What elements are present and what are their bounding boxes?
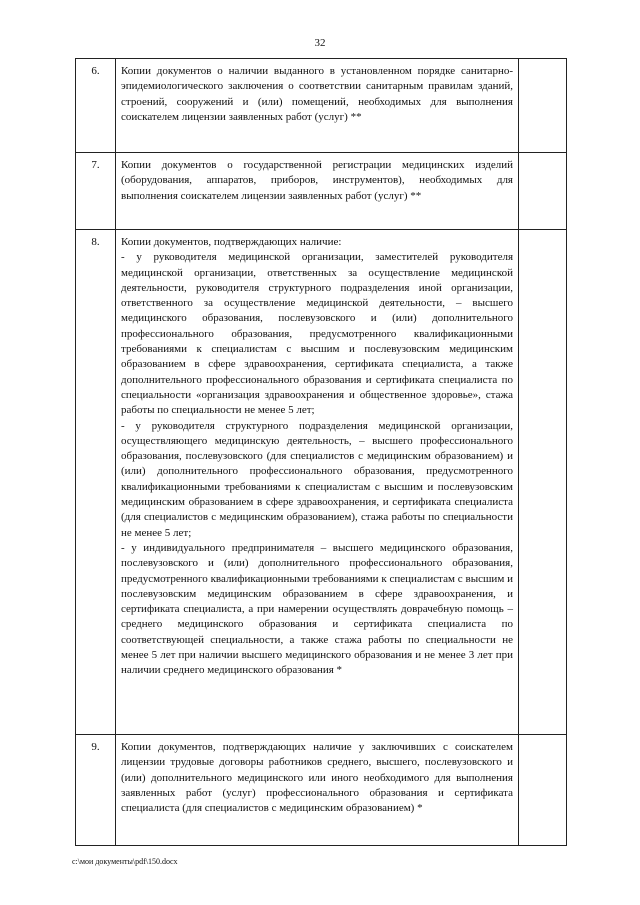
row-paragraph: - у индивидуального предпринимателя – высшего медицинского образования, послевузовского и (или) дополнительного профессионального образования, предусмотренного квалификационными требованиями к специалистам с высшим и послевузовским медицинским образованием в сфере здравоохранения, и сертификата специалиста, а при намерении осуществлять доврачебную помощь – среднего медицинского образования и сертификата специалиста по соответствующей специальности, а также стажа работы по специальности не менее 5 лет при наличии высшего медицинского образования и не менее 3 лет при наличии среднего медицинского образования * xyxy=(121,541,513,677)
page-number: 32 xyxy=(314,37,326,49)
table-row-8 xyxy=(76,230,567,735)
table-row-9 xyxy=(76,735,567,846)
row-paragraph: - у руководителя структурного подразделения медицинской организации, осуществляющего медицинскую деятельность, – высшего профессионального образования, послевузовского (для специалистов с медицинским образованием) и (или) дополнительного профессионального образования, предусмотренного квалификационными требованиями к специалистам с высшим и послевузовским медицинским образованием в сфере здравоохранения, и сертификата специалиста (для специалистов с медицинским образованием), стажа работы по специальности не менее 5 лет; xyxy=(121,419,513,539)
row-number: 6. xyxy=(76,59,116,153)
row-text xyxy=(116,735,519,846)
check-cell xyxy=(519,59,567,153)
row-text xyxy=(116,230,519,735)
check-cell xyxy=(519,735,567,846)
row-paragraph: Копии документов, подтверждающих наличие у заключивших с соискателем лицензии трудовые договоры работников среднего, высшего, послевузовского и (или) дополнительного медицинского или иного необходимого для выполнения заявленных работ (услуг) профессионального образования и сертификата специалиста (для специалистов с медицинским образованием) * xyxy=(121,741,513,815)
table-row-6 xyxy=(76,59,567,153)
check-cell xyxy=(519,153,567,230)
file-path-footer: c:\мои документы\pdf\150.docx xyxy=(72,857,178,866)
row-number: 8. xyxy=(76,230,116,735)
requirements-table xyxy=(75,58,567,846)
row-number: 7. xyxy=(76,153,116,230)
row-text xyxy=(116,59,519,153)
table-row-7 xyxy=(76,153,567,230)
row-paragraph: Копии документов о наличии выданного в установленном порядке санитарно-эпидемиологического заключения о соответствии санитарным правилам зданий, строений, сооружений и (или) помещений, необходимых для выполнения соискателем лицензии заявленных работ (услуг) ** xyxy=(121,65,513,123)
check-cell xyxy=(519,230,567,735)
row-paragraph: - у руководителя медицинской организации, заместителей руководителя медицинской организации, ответственных за осуществление медицинской деятельности, руководителя структурного подразделения иной организации, ответственного за осуществление медицинской деятельности, – высшего медицинского образования, послевузовского и (или) дополнительного профессионального образования, предусмотренного квалификационными требованиями к специалистам с высшим и послевузовским медицинским образованием в сфере здравоохранения, сертификата специалиста, а также дополнительного профессионального образования и сертификата специалиста по специальности «организация здравоохранения и общественное здоровье», стажа работы по специальности не менее 5 лет; xyxy=(121,251,513,417)
row-text xyxy=(116,153,519,230)
row-number: 9. xyxy=(76,735,116,846)
row-paragraph: Копии документов, подтверждающих наличие: xyxy=(121,236,342,248)
row-paragraph: Копии документов о государственной регистрации медицинских изделий (оборудования, аппаратов, приборов, инструментов), необходимых для выполнения соискателем лицензии заявленных работ (услуг) ** xyxy=(121,159,513,202)
